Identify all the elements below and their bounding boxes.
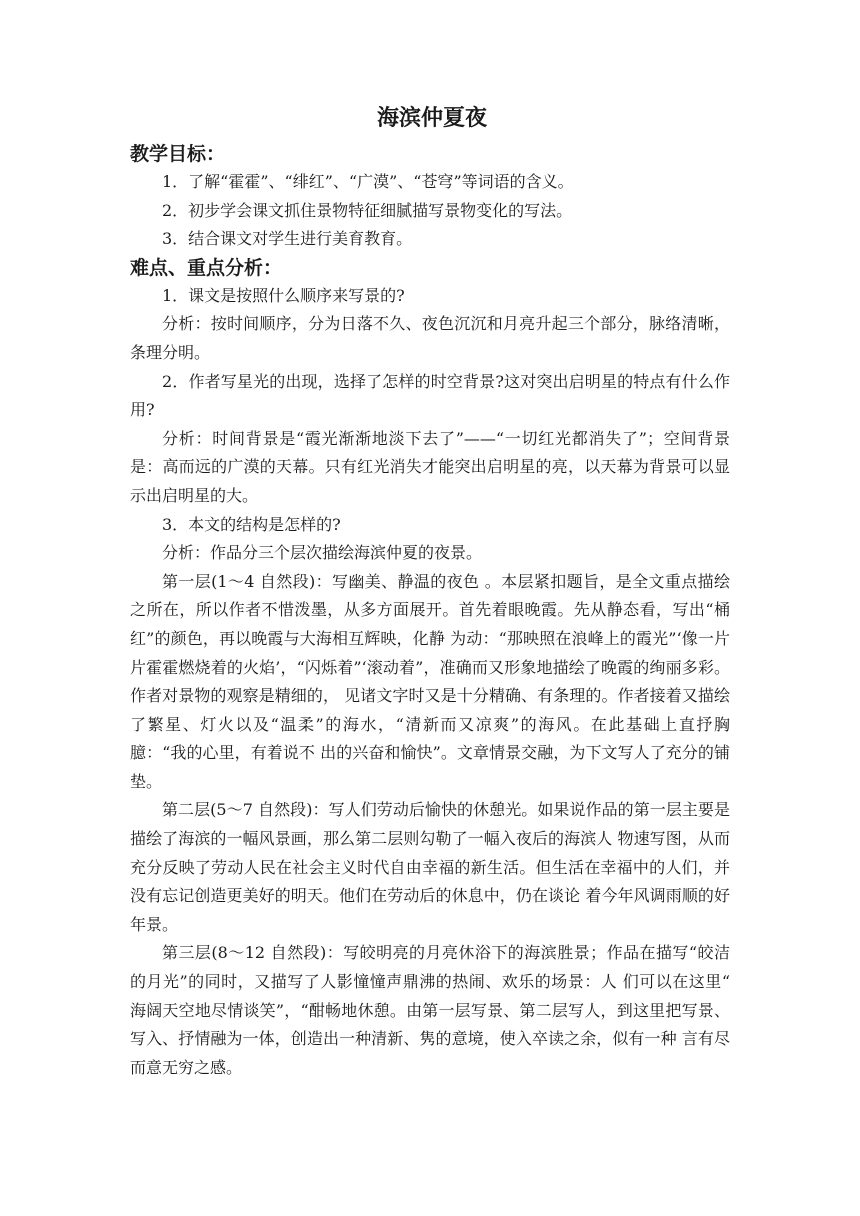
question-2: 2．作者写星光的出现，选择了怎样的时空背景?这对突出启明星的特点有什么作用? [130,371,730,420]
document-page [130,96,730,1082]
document-title: 海滨仲夏夜 [376,105,487,131]
section-key-points [130,254,730,1083]
analysis-3: 分析：作品分三个层次描绘海滨仲夏的夜景。 [162,543,483,563]
section-heading-key-points: 难点、重点分析： [130,256,283,279]
layer-1-paragraph: 第一层(1～4 自然段)：写幽美、静温的夜色 。本层紧扣题旨，是全文重点描绘之所在，所以作者不惜泼墨，从多方面展开。首先着眼晚霞。先从静态看，写出“桶红”的颜色，再以晚霞与大海相互辉映，化静 为动：“那映照在浪峰上的霞光”‘像一片片霍霍燃烧着的火焰’，“闪烁着”‘滚动着”，准确而又形象地描绘了晚霞的绚丽多彩。作者对景物的观察是精细的， 见诸文字时又是十分精确、有条理的。作者接着又描绘了繁星、灯火以及“温柔”的海水，“清新而又凉爽”的海风。在此基础上直抒胸臆：“我的心里，有着说不 出的兴奋和愉快”。文章情景交融，为下文写人了充分的铺垫。 [130,571,730,791]
goal-item-3: 3．结合课文对学生进行美育教育。 [162,229,413,249]
section-heading-teaching-goals: 教学目标： [130,143,226,165]
goal-item-1: 1．了解“霍霍”、“绯红”、“广漠”、“苍穹”等词语的含义。 [162,172,574,191]
question-1: 1．课文是按照什么顺序来写景的? [162,285,405,305]
question-3: 3．本文的结构是怎样的? [162,514,341,534]
layer-2-paragraph: 第二层(5～7 自然段)：写人们劳动后愉快的休憩光。如果说作品的第一层主要是描绘了海滨的一幅风景画，那么第二层则勾勒了一幅入夜后的海滨人 物速写图，从而充分反映了劳动人民在社会主义时代自由幸福的新生活。但生活在幸福中的人们，并没有忘记创造更美好的明天。他们在劳动后的休息中，仍在谈论 着今年风调雨顺的好年景。 [130,800,730,934]
section-teaching-goals [130,140,730,254]
layer-3-paragraph: 第三层(8～12 自然段)：写皎明亮的月亮休浴下的海滨胜景；作品在描写“皎洁的月光”的同时，又描写了人影憧憧声鼎沸的热闹、欢乐的场景：人 们可以在这里“ 海阔天空地尽情谈笑”，“酣畅地休憩。由第一层写景、第二层写人，到这里把写景、写入、抒情融为一体，创造出一种清新、隽的意境，使入卒读之余，似有一种 言有尽而意无穷之感。 [130,943,730,1077]
goal-item-2: 2．初步学会课文抓住景物特征细腻描写景物变化的写法。 [162,200,573,220]
analysis-1: 分析：按时间顺序，分为日落不久、夜色沉沉和月亮升起三个部分，脉络清晰，条理分明。 [130,314,730,362]
analysis-2: 分析：时间背景是“霞光渐渐地淡下去了”——“一切红光都消失了”；空间背景是：高而远的广漠的天幕。只有红光消失才能突出启明星的亮，以天幕为背景可以显示出启明星的大。 [130,428,730,505]
